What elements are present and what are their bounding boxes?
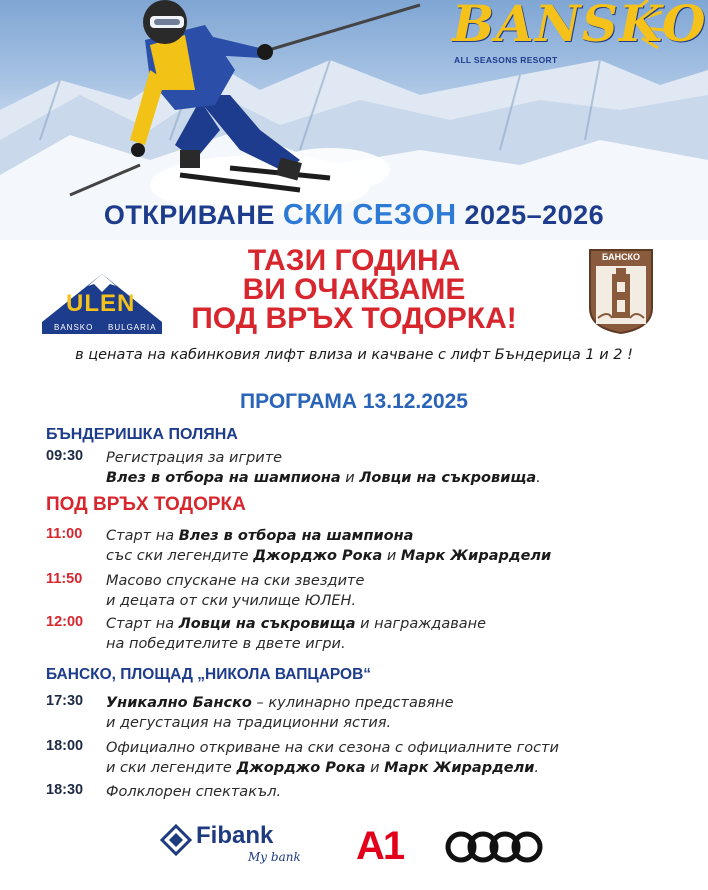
event-time: 09:30 [46,448,84,464]
bansko-logo-tagline: ALL SEASONS RESORT [454,55,558,65]
fibank-wordmark: Fibank [196,822,274,849]
event-time: 18:30 [46,782,84,798]
event-description [106,738,559,778]
event-text: . [534,760,540,776]
event-text: Регистрация за игрите [106,450,283,466]
event-time: 18:00 [46,738,84,754]
event-time: 17:30 [46,693,84,709]
event-description [106,693,454,733]
event-highlight: Уникално Банско [106,695,252,711]
event-time: 12:00 [46,614,84,630]
ulen-logo-right: BULGARIA [108,323,157,332]
notice-line-2: ВИ ОЧАКВАМЕ [242,273,466,306]
event-text: на победителите в двете игри. [106,636,346,652]
section-title-square: БАНСКО, ПЛОЩАД „НИКОЛА ВАПЦАРОВ“ [46,666,372,683]
fibank-tagline: My bank [248,850,301,864]
bansko-crest [588,248,654,334]
fibank-diamond-icon [160,824,192,856]
a1-wordmark: A1 [356,824,404,868]
bansko-logo [448,0,707,78]
fibank-logo [160,822,301,864]
event-text: и награждаване [355,616,487,632]
event-text: . [536,470,541,486]
notice-line-1: ТАЗИ ГОДИНА [247,244,461,277]
event-highlight: Джорджо Рока [253,548,383,564]
location-notice [165,246,543,333]
event-text: Фолклорен спектакъл. [106,784,282,800]
event-description [106,614,486,654]
headline-accent: СКИ СЕЗОН [282,199,457,231]
headline-part-1: ОТКРИВАНЕ [103,200,275,230]
event-text: – кулинарно представяне [251,695,454,711]
event-time: 11:50 [46,571,83,587]
lift-note: в цената на кабинковия лифт влиза и качване с лифт Бъндерица 1 и 2 ! [75,347,633,363]
event-text: и децата от ски училище ЮЛЕН. [106,593,357,609]
event-text: Старт на [106,528,179,544]
event-headline [0,199,708,232]
event-text: Масово спускане на ски звездите [106,573,365,589]
event-description [106,448,541,488]
event-highlight: Марк Жирардели [384,760,535,776]
ulen-logo [40,270,165,336]
event-highlight: Влез в отбора на шампиона [178,528,414,544]
section-title-banderishka: БЪНДЕРИШКА ПОЛЯНА [46,426,238,443]
event-text: и дегустация на традиционни ястия. [106,715,392,731]
headline-part-2: 2025–2026 [464,200,605,230]
program-title: ПРОГРАМА 13.12.2025 [240,390,468,413]
bansko-logo-word: BANSKO [452,0,707,53]
ulen-logo-word: ULEN [66,290,136,317]
crest-label: БАНСКО [601,252,641,262]
notice-line-3: ПОД ВРЪХ ТОДОРКА! [191,302,517,335]
event-text: и ски легендите [106,760,237,776]
event-text: и [382,548,401,564]
event-description [106,782,281,802]
event-text: и [365,760,385,776]
event-highlight: Ловци на съкровища [178,616,356,632]
a1-logo [356,824,403,868]
sponsor-bar [0,812,708,872]
event-text: Официално откриване на ски сезона с официалните гости [106,740,559,756]
event-text: и [340,470,360,486]
event-text: със ски легендите [106,548,254,564]
event-description [106,526,551,566]
event-highlight: Влез в отбора на шампиона [106,470,341,486]
section-title-todorka: ПОД ВРЪХ ТОДОРКА [46,494,246,515]
event-text: Старт на [106,616,179,632]
ulen-logo-left: BANSKO [54,323,94,332]
audi-logo [444,830,544,868]
audi-rings-icon [444,830,544,864]
event-description [106,571,364,611]
event-highlight: Джорджо Рока [236,760,366,776]
event-time: 11:00 [46,526,83,542]
event-highlight: Ловци на съкровища [359,470,537,486]
event-highlight: Марк Жирардели [400,548,552,564]
